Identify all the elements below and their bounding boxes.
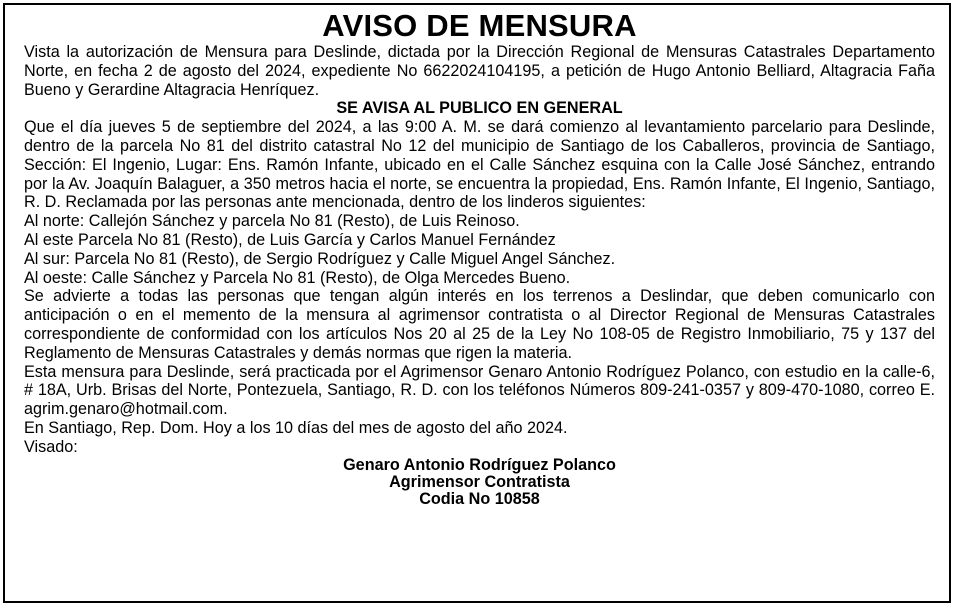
notice-box [3, 3, 951, 603]
signature-code: Codia No 10858 [419, 489, 540, 508]
body-paragraph: Que el día jueves 5 de septiembre del 2024, a las 9:00 A. M. se dará comienzo al levantamiento parcelario para Deslinde, dentro de la parcela No 81 del distrito catastral No 12 del municipio de Santiago de los Caballeros, provincia de Santiago, Sección: El Ingenio, Lugar: Ens. Ramón Infante, ubicado en el Calle Sánchez esquina con la Calle José Sánchez, entrando por la Av. Joaquín Balaguer, a 350 metros hacia el norte, se encuentra la propiedad, Ens. Ramón Infante, El Ingenio, Santiago, R. D. Reclamada por las personas ante mencionada, dentro de los linderos siguientes: [24, 118, 935, 212]
intro-paragraph: Vista la autorización de Mensura para Deslinde, dictada por la Dirección Regional de Mensuras Catastrales Departamento Norte, en fecha 2 de agosto del 2024, expediente No 6622024104195, a petición de Hugo Antonio Belliard, Altagracia Faña Bueno y Gerardine Altagracia Henríquez. [24, 43, 935, 99]
boundary-west: Al oeste: Calle Sánchez y Parcela No 81 (Resto), de Olga Mercedes Bueno. [24, 268, 571, 287]
boundary-east: Al este Parcela No 81 (Resto), de Luis García y Carlos Manuel Fernández [24, 230, 556, 249]
date-line: En Santiago, Rep. Dom. Hoy a los 10 días del mes de agosto del año 2024. [24, 418, 568, 437]
notice-title: AVISO DE MENSURA [322, 8, 637, 43]
signature-role: Agrimensor Contratista [389, 472, 570, 491]
notice-subheading: SE AVISA AL PUBLICO EN GENERAL [336, 99, 623, 118]
signature-name: Genaro Antonio Rodríguez Polanco [343, 455, 616, 474]
warning-paragraph: Se advierte a todas las personas que tengan algún interés en los terrenos a Deslindar, que deben comunicarlo con anticipación o en el memento de la mensura al agrimensor contratista o al Director Regional de Mensuras Catastrales correspondiente de conformidad con los artículos Nos 20 al 25 de la Ley No 108-05 de Registro Inmobiliario, 75 y 137 del Reglamento de Mensuras Catastrales y demás normas que rigen la materia. [24, 287, 935, 362]
surveyor-paragraph: Esta mensura para Deslinde, será practicada por el Agrimensor Genaro Antonio Rodríguez Polanco, con estudio en la calle-6, # 18A, Urb. Brisas del Norte, Pontezuela, Santiago, R. D. con los teléfonos Números 809-241-0357 y 809-470-1080, correo E. agrim.genaro@hotmail.com. [24, 362, 935, 419]
boundary-north: Al norte: Callejón Sánchez y parcela No 81 (Resto), de Luis Reinoso. [24, 212, 520, 231]
visado-label: Visado: [24, 437, 78, 456]
boundary-south: Al sur: Parcela No 81 (Resto), de Sergio Rodríguez y Calle Miguel Angel Sánchez. [24, 249, 616, 268]
